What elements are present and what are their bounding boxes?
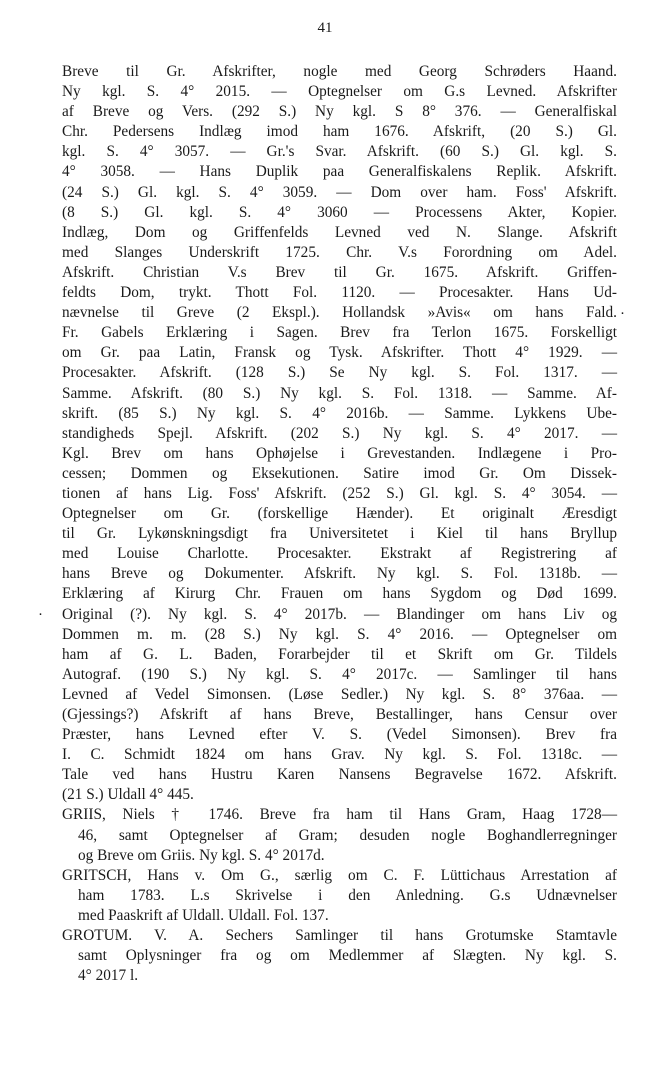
- text-line: Dommen m. m. (28 S.) Ny kgl. S. 4° 2016. — Optegnelser om: [62, 625, 617, 643]
- margin-mark: ·: [620, 306, 625, 322]
- document-body: [62, 62, 617, 986]
- text-line: Samme. Afskrift. (80 S.) Ny kgl. S. Fol. 1318. — Samme. Af-: [62, 384, 617, 402]
- text-line: cessen; Dommen og Eksekutionen. Satire imod Gr. Om Dissek-: [62, 464, 617, 482]
- text-line: Levned af Vedel Simonsen. (Løse Sedler.) Ny kgl. S. 8° 376aa. —: [62, 685, 617, 703]
- text-line: kgl. S. 4° 3057. — Gr.'s Svar. Afskrift. (60 S.) Gl. kgl. S.: [62, 143, 617, 161]
- text-line: med Paaskrift af Uldall. Uldall. Fol. 137.: [78, 906, 329, 924]
- text-line: nævnelse til Greve (2 Ekspl.). Hollandsk »Avis« om hans Fald.: [62, 304, 617, 322]
- text-line: GRITSCH, Hans v. Om G., særlig om C. F. Lüttichaus Arrestation af: [62, 866, 617, 884]
- text-line: med Slanges Underskrift 1725. Chr. V.s Forordning om Adel.: [62, 243, 617, 261]
- text-line: ham af G. L. Baden, Forarbejder til et Skrift om Gr. Tildels: [62, 645, 617, 663]
- text-line: Kgl. Brev om hans Ophøjelse i Grevestanden. Indlægene i Pro-: [62, 444, 617, 462]
- text-line: feldts Dom, trykt. Thott Fol. 1120. — Procesakter. Hans Ud-: [62, 284, 617, 302]
- text-line: Præster, hans Levned efter V. S. (Vedel Simonsen). Brev fra: [62, 726, 617, 744]
- text-line: om Gr. paa Latin, Fransk og Tysk. Afskrifter. Thott 4° 1929. —: [62, 344, 617, 362]
- entry-block: [62, 866, 617, 926]
- margin-mark: ·: [38, 607, 43, 623]
- text-line: I. C. Schmidt 1824 om hans Grav. Ny kgl. S. Fol. 1318c. —: [62, 746, 617, 764]
- text-line: af Breve og Vers. (292 S.) Ny kgl. S 8° 376. — Generalfiskal: [62, 103, 617, 121]
- text-line: GRIIS, Niels † 1746. Breve fra ham til Hans Gram, Haag 1728—: [62, 806, 617, 824]
- text-line: hans Breve og Dokumenter. Afskrift. Ny kgl. S. Fol. 1318b. —: [62, 565, 617, 583]
- text-line: Autograf. (190 S.) Ny kgl. S. 4° 2017c. — Samlinger til hans: [62, 665, 617, 683]
- text-line: GROTUM. V. A. Sechers Samlinger til hans Grotumske Stamtavle: [62, 927, 617, 945]
- text-line: Chr. Pedersens Indlæg imod ham 1676. Afskrift, (20 S.) Gl.: [62, 123, 617, 141]
- text-line: Original (?). Ny kgl. S. 4° 2017b. — Blandinger om hans Liv og: [62, 605, 617, 623]
- text-line: til Gr. Lykønskningsdigt fra Universitetet i Kiel til hans Bryllup: [62, 525, 617, 543]
- text-line: Indlæg, Dom og Griffenfelds Levned ved N. Slange. Afskrift: [62, 223, 617, 241]
- text-line: med Louise Charlotte. Procesakter. Ekstrakt af Registrering af: [62, 545, 617, 563]
- text-line: ham 1783. L.s Skrivelse i den Anledning. G.s Udnævnelser: [78, 886, 617, 904]
- text-line: Erklæring af Kirurg Chr. Frauen om hans Sygdom og Død 1699.: [62, 585, 617, 603]
- text-line: 4° 3058. — Hans Duplik paa Generalfiskalens Replik. Afskrift.: [62, 163, 617, 181]
- text-line: og Breve om Griis. Ny kgl. S. 4° 2017d.: [78, 846, 325, 864]
- text-line: (24 S.) Gl. kgl. S. 4° 3059. — Dom over ham. Foss' Afskrift.: [62, 183, 617, 201]
- text-line: samt Oplysninger fra og om Medlemmer af Slægten. Ny kgl. S.: [78, 947, 617, 965]
- entry-block: [62, 805, 617, 865]
- text-line: Ny kgl. S. 4° 2015. — Optegnelser om G.s Levned. Afskrifter: [62, 83, 617, 101]
- text-line: standigheds Spejl. Afskrift. (202 S.) Ny kgl. S. 4° 2017. —: [62, 424, 617, 442]
- text-line: Fr. Gabels Erklæring i Sagen. Brev fra Terlon 1675. Forskelligt: [62, 324, 617, 342]
- text-line: Afskrift. Christian V.s Brev til Gr. 1675. Afskrift. Griffen-: [62, 263, 617, 281]
- entry-block: [62, 62, 617, 805]
- text-line: tionen af hans Lig. Foss' Afskrift. (252 S.) Gl. kgl. S. 4° 3054. —: [62, 484, 617, 502]
- text-line: (Gjessings?) Afskrift af hans Breve, Bestallinger, hans Censur over: [62, 706, 617, 723]
- entry-block: [62, 926, 617, 986]
- page-number: 41: [317, 20, 333, 36]
- text-line: (8 S.) Gl. kgl. S. 4° 3060 — Processens Akter, Kopier.: [62, 203, 617, 221]
- text-line: 4° 2017 l.: [78, 967, 139, 985]
- text-line: Tale ved hans Hustru Karen Nansens Begravelse 1672. Afskrift.: [62, 766, 617, 784]
- text-line: Optegnelser om Gr. (forskellige Hænder). Et originalt Æresdigt: [62, 505, 617, 523]
- text-line: Procesakter. Afskrift. (128 S.) Se Ny kgl. S. Fol. 1317. —: [62, 364, 617, 382]
- text-line: skrift. (85 S.) Ny kgl. S. 4° 2016b. — Samme. Lykkens Ube-: [62, 404, 617, 422]
- text-line: Breve til Gr. Afskrifter, nogle med Georg Schrøders Haand.: [62, 63, 617, 80]
- text-line: 46, samt Optegnelser af Gram; desuden nogle Boghandlerregninger: [78, 826, 617, 844]
- text-line: (21 S.) Uldall 4° 445.: [62, 786, 194, 804]
